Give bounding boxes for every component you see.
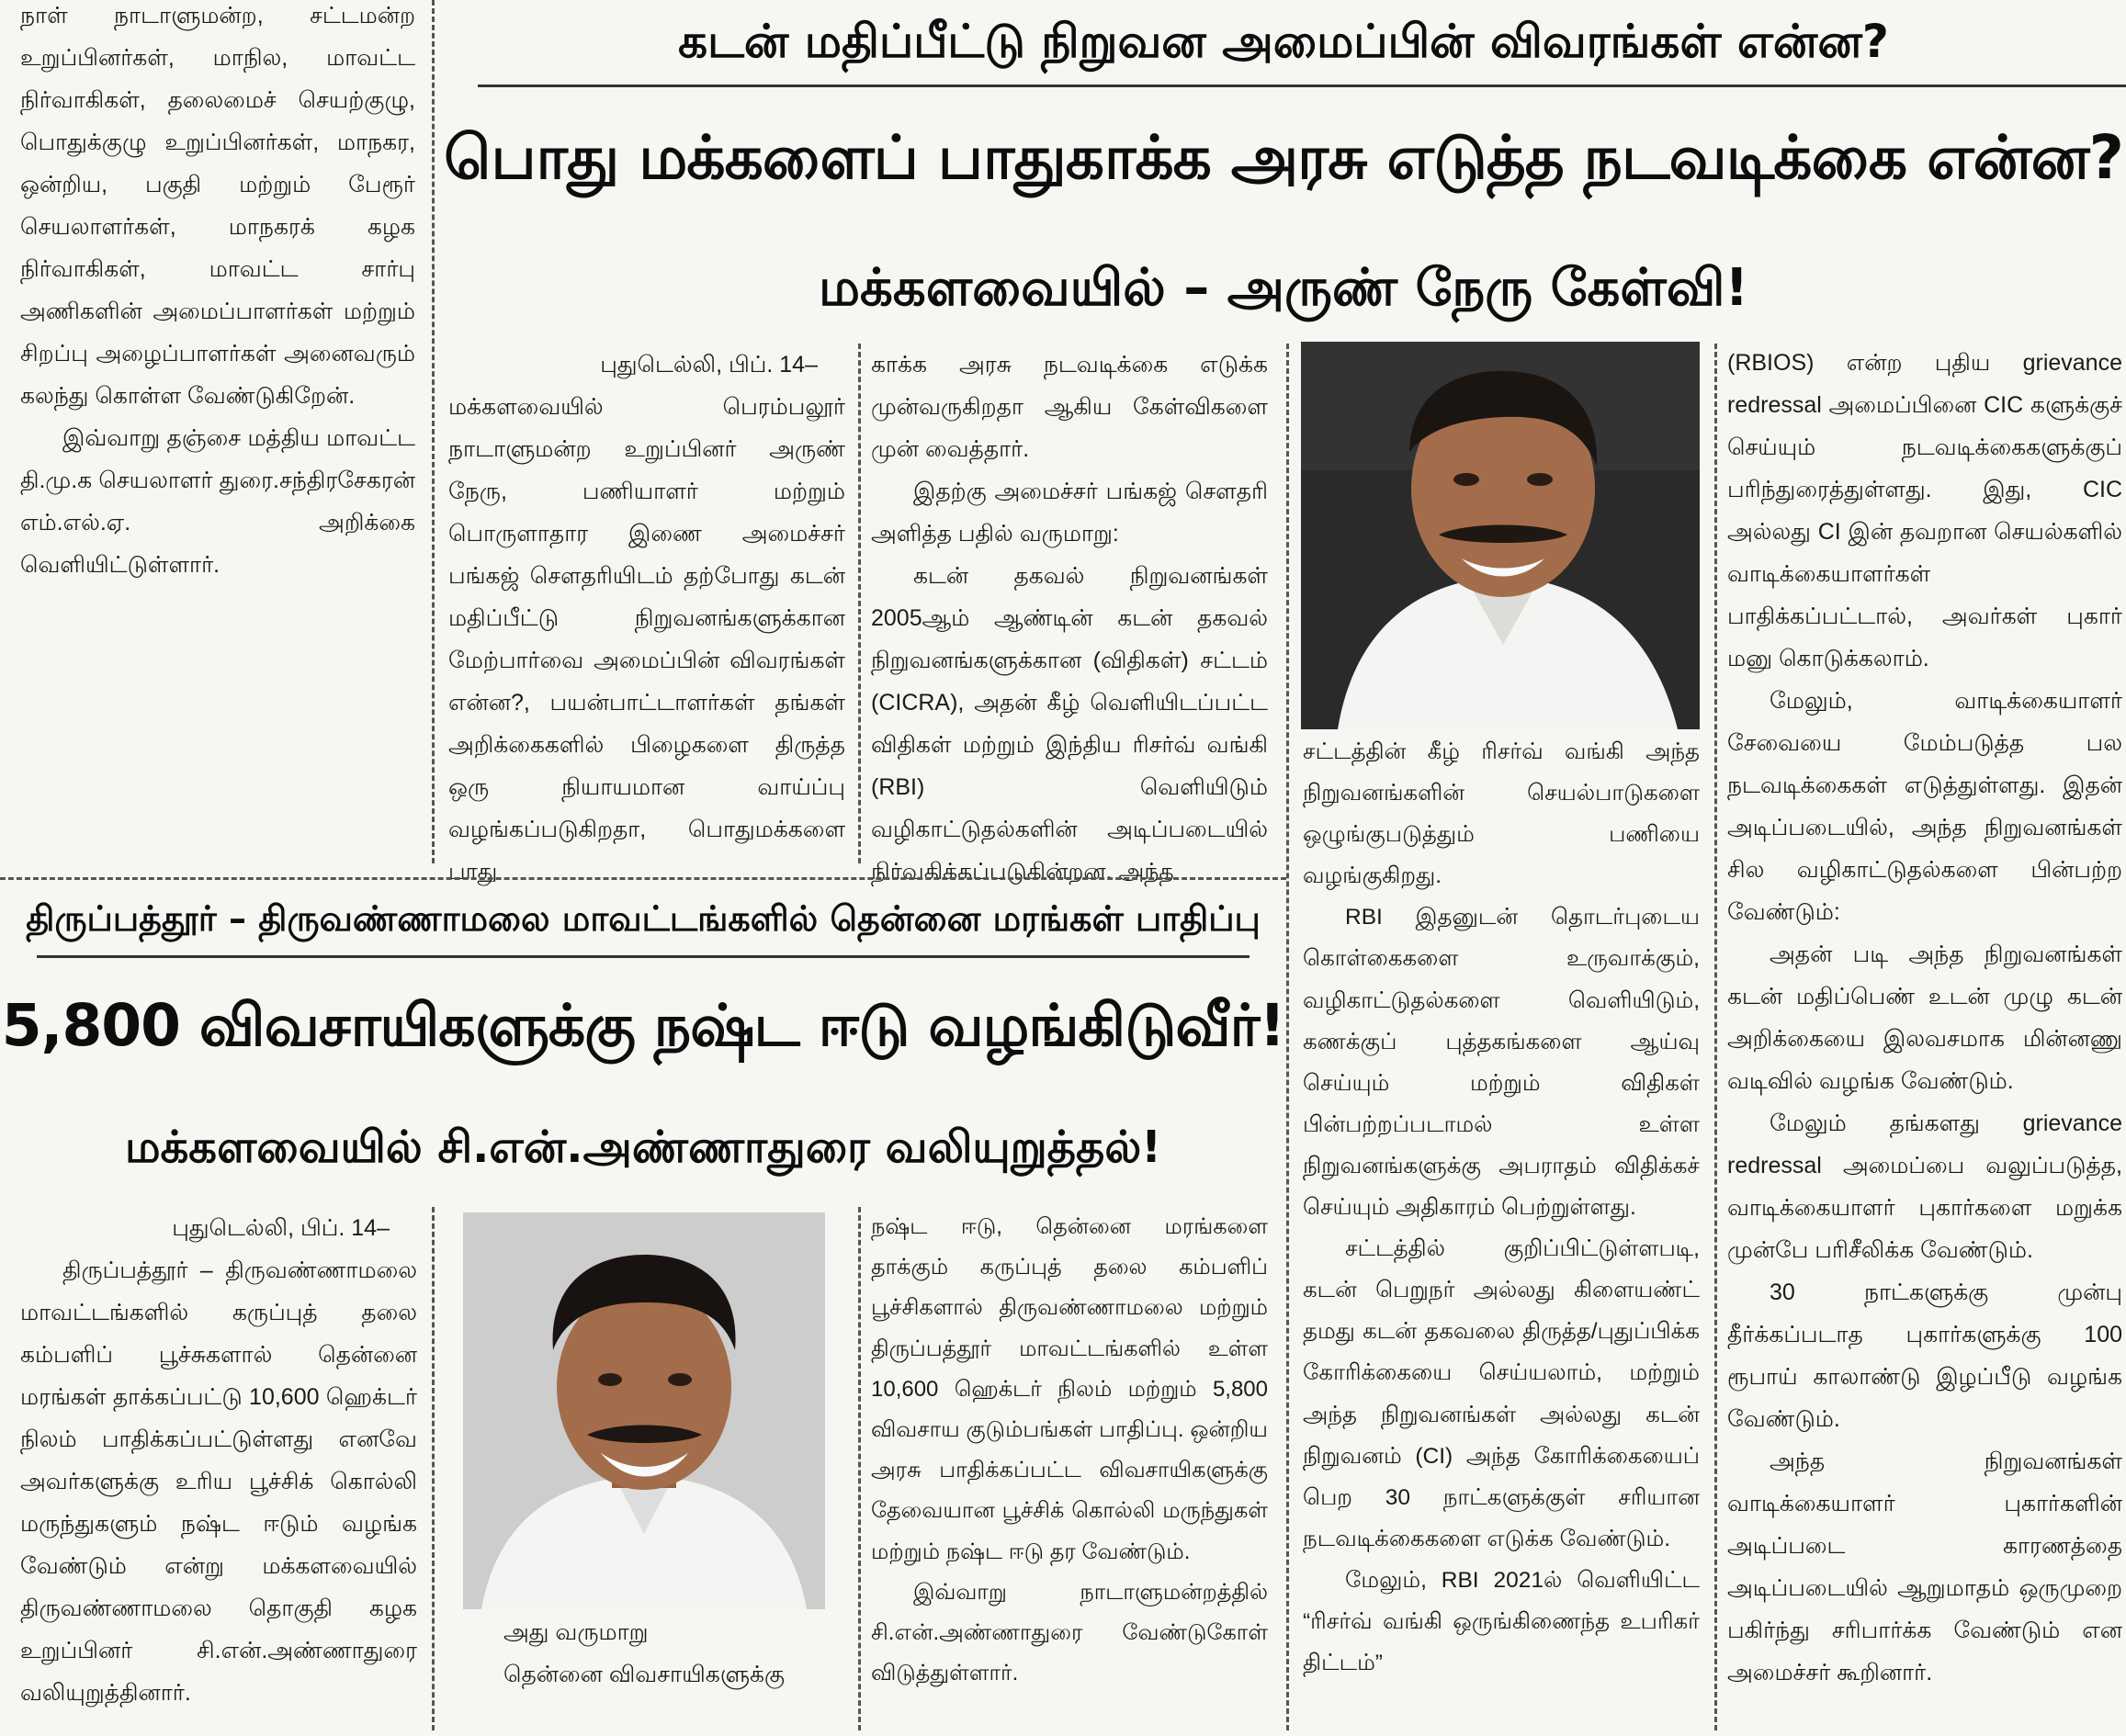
arun-nehru-photo — [1301, 342, 1700, 729]
column-divider — [858, 1207, 861, 1730]
paragraph: மேலும் தங்களது grievance redressal அமைப்பை வலுப்படுத்த, வாடிக்கையாளர் புகார்களை மறுக்க முன்பே பரிசீலிக்க வேண்டும். — [1727, 1110, 2122, 1263]
paragraph: (RBIOS) என்ற புதிய grievance redressal அமைப்பினை CIC களுக்குச் செய்யும் நடவடிக்கைகளுக்குப் பரிந்துரைத்துள்ளது. இது, CIC அல்லது CI இன் தவறான செயல்களில் வாடிக்கையாளர்கள் பாதிக்கப்பட்டால், அவர்கள் புகார் மனு கொடுக்கலாம். — [1727, 350, 2122, 671]
portrait-illustration — [1301, 342, 1700, 729]
paragraph: திருப்பத்தூர் – திருவண்ணாமலை மாவட்டங்களில் கருப்புத் தலை கம்பளிப் பூச்சுகளால் தென்னை மரங்கள் தாக்கப்பட்டு 10,600 ஹெக்டர் நிலம் பாதிக்கப்பட்டுள்ளது எனவே அவர்களுக்கு உரிய பூச்சிக் கொல்லி மருந்துகளும் நஷ்ட ஈடும் வழங்க வேண்டும் என்று மக்களவையில் திருவண்ணாமலை தொகுதி கழக உறுப்பினர் சி.என்.அண்ணாதுரை வலியுறுத்தினார். — [20, 1257, 417, 1706]
paragraph: சட்டத்தின் கீழ் ரிசர்வ் வங்கி அந்த நிறுவனங்களின் செயல்பாடுகளை ஒழுங்குபடுத்தும் பணியை வழங்குகிறது. — [1303, 739, 1700, 889]
story2-column-1 — [20, 1207, 417, 1714]
column-divider — [432, 0, 435, 863]
story1-headline: பொது மக்களைப் பாதுகாக்க அரசு எடுத்த நடவடிக்கை என்ன? — [444, 122, 2123, 193]
caption-line: அது வருமாறு — [503, 1619, 649, 1645]
dateline: புதுடெல்லி, பிப். 14– — [600, 352, 818, 378]
paragraph: இதற்கு அமைச்சர் பங்கஜ் சௌதரி அளித்த பதில் வருமாறு: — [871, 479, 1268, 547]
story1-headline-block — [441, 0, 2126, 342]
story-separator — [0, 877, 1286, 880]
story2-subhead: மக்களவையில் சி.என்.அண்ணாதுரை வலியுறுத்தல்! — [124, 1122, 1162, 1173]
story2-column-3 — [871, 1207, 1268, 1694]
story1-column-4 — [1727, 342, 2122, 1694]
paragraph: சட்டத்தில் குறிப்பிட்டுள்ளபடி, கடன் பெறுநர் அல்லது கிளையண்ட் தமது கடன் தகவலை திருத்த/புதுப்பிக்க கோரிக்கையை செய்யலாம், மற்றும் அந்த நிறுவனங்கள் அல்லது கடன் நிறுவனம் (CI) அந்த கோரிக்கையைப் பெற 30 நாட்களுக்குள் சரியான நடவடிக்கைகளை எடுக்க வேண்டும். — [1303, 1236, 1700, 1551]
paragraph: மக்களவையில் பெரம்பலூர் நாடாளுமன்ற உறுப்பினர் அருண் நேரு, பணியாளர் மற்றும் பொருளாதார இணை அமைச்சர் பங்கஜ் சௌதரியிடம் தற்போது கடன் மதிப்பீட்டு நிறுவனங்களுக்கான மேற்பார்வை அமைப்பின் விவரங்கள் என்ன?, பயன்பாட்டாளர்கள் தங்கள் அறிக்கைகளில் பிழைகளை திருத்த ஒரு நியாயமான வாய்ப்பு வழங்கப்படுகிறதா, பொதுமக்களை பாது — [448, 394, 845, 885]
paragraph: காக்க அரசு நடவடிக்கை எடுக்க முன்வருகிறதா ஆகிய கேள்விகளை முன் வைத்தார். — [871, 352, 1268, 462]
portrait-illustration — [463, 1212, 825, 1609]
column-divider — [1286, 344, 1289, 1730]
left-continuation-column — [20, 0, 415, 586]
headline-rule — [37, 955, 1250, 958]
story1-column-2 — [871, 344, 1268, 893]
paragraph: கடன் தகவல் நிறுவனங்கள் 2005ஆம் ஆண்டின் கடன் தகவல் நிறுவனங்களுக்கான (விதிகள்) சட்டம் (CICRA), அதன் கீழ் வெளியிடப்பட்ட விதிகள் மற்றும் இந்திய ரிசர்வ் வங்கி (RBI) வெளியிடும் வழிகாட்டுதல்களின் அடிப்படையில் நிர்வகிக்கப்படுகின்றன. அந்த — [871, 563, 1268, 885]
story2-headline: 5,800 விவசாயிகளுக்கு நஷ்ட ஈடு வழங்கிடுவீர்! — [1, 992, 1285, 1059]
dateline: புதுடெல்லி, பிப். 14– — [172, 1215, 390, 1241]
headline-rule — [478, 85, 2126, 87]
story2-headline-block — [0, 882, 1286, 1203]
story1-subhead: மக்களவையில் – அருண் நேரு கேள்வி! — [818, 258, 1749, 318]
paragraph: RBI இதனுடன் தொடர்புடைய கொள்கைகளை உருவாக்கும், வழிகாட்டுதல்களை வெளியிடும், கணக்குப் புத்தகங்களை ஆய்வு செய்யும் மற்றும் விதிகள் பின்பற்றப்படாமல் உள்ள நிறுவனங்களுக்கு அபராதம் விதிக்கச் செய்யும் அதிகாரம் பெற்றுள்ளது. — [1303, 905, 1700, 1221]
paragraph: அதன் படி அந்த நிறுவனங்கள் கடன் மதிப்பெண் உடன் முழு கடன் அறிக்கையை இலவசமாக மின்னணு வடிவில் வழங்க வேண்டும். — [1727, 941, 2122, 1094]
annadurai-photo — [463, 1212, 825, 1609]
column-divider — [858, 344, 861, 863]
paragraph: நஷ்ட ஈடு, தென்னை மரங்களை தாக்கும் கருப்புத் தலை கம்பளிப் பூச்சிகளால் திருவண்ணாமலை மற்றும் திருப்பத்தூர் மாவட்டங்களில் உள்ள 10,600 ஹெக்டர் நிலம் மற்றும் 5,800 விவசாய குடும்பங்கள் பாதிப்பு. ஒன்றிய அரசு பாதிக்கப்பட்ட விவசாயிகளுக்கு தேவையான பூச்சிக் கொல்லி மருந்துகள் மற்றும் நஷ்ட ஈடு தர வேண்டும். — [871, 1214, 1268, 1564]
paragraph: இவ்வாறு நாடாளுமன்றத்தில் சி.என்.அண்ணாதுரை வேண்டுகோள் விடுத்துள்ளார். — [871, 1579, 1268, 1686]
paragraph: இவ்வாறு தஞ்சை மத்திய மாவட்ட தி.மு.க செயலாளர் துரை.சந்திரசேகரன் எம்.எல்.ஏ. அறிக்கை வெளியிட்டுள்ளார். — [20, 425, 415, 578]
caption-line: தென்னை விவசாயிகளுக்கு — [503, 1662, 786, 1687]
story1-column-1 — [448, 344, 845, 893]
paragraph: 30 நாட்களுக்கு முன்பு தீர்க்கப்படாத புகார்களுக்கு 100 ரூபாய் காலாண்டு இழப்பீடு வழங்க வேண்டும். — [1727, 1279, 2122, 1432]
story2-caption-text — [503, 1611, 853, 1696]
paragraph: நாள் நாடாளுமன்ற, சட்டமன்ற உறுப்பினர்கள், மாநில, மாவட்ட நிர்வாகிகள், தலைமைச் செயற்குழு, பொதுக்குழு உறுப்பினர்கள், மாநகர, ஒன்றிய, பகுதி மற்றும் பேரூர் செயலாளர்கள், மாநகரக் கழக நிர்வாகிகள், மாவட்ட சார்பு அணிகளின் அமைப்பாளர்கள் மற்றும் சிறப்பு அழைப்பாளர்கள் அனைவரும் கலந்து கொள்ள வேண்டுகிறேன். — [20, 3, 415, 409]
paragraph: மேலும், வாடிக்கையாளர் சேவையை மேம்படுத்த பல நடவடிக்கைகள் எடுத்துள்ளது. இதன் அடிப்படையில், அந்த நிறுவனங்கள் சில வழிகாட்டுதல்களை பின்பற்ற வேண்டும்: — [1727, 688, 2122, 925]
story1-column-3 — [1303, 731, 1700, 1684]
story1-kicker: கடன் மதிப்பீட்டு நிறுவன அமைப்பின் விவரங்கள் என்ன? — [678, 15, 1889, 68]
paragraph: அந்த நிறுவனங்கள் வாடிக்கையாளர் புகார்களின் அடிப்படை காரணத்தை அடிப்படையில் ஆறுமாதம் ஒருமுறை பகிர்ந்து சரிபார்க்க வேண்டும் என அமைச்சர் கூறினார். — [1727, 1449, 2122, 1685]
column-divider — [1714, 344, 1717, 1730]
paragraph: மேலும், RBI 2021ல் வெளியிட்ட “ரிசர்வ் வங்கி ஒருங்கிணைந்த உபரிகர் திட்டம்” — [1303, 1567, 1700, 1676]
column-divider — [432, 1207, 435, 1730]
story2-kicker: திருப்பத்தூர் – திருவண்ணாமலை மாவட்டங்களில் தென்னை மரங்கள் பாதிப்பு — [26, 898, 1261, 939]
